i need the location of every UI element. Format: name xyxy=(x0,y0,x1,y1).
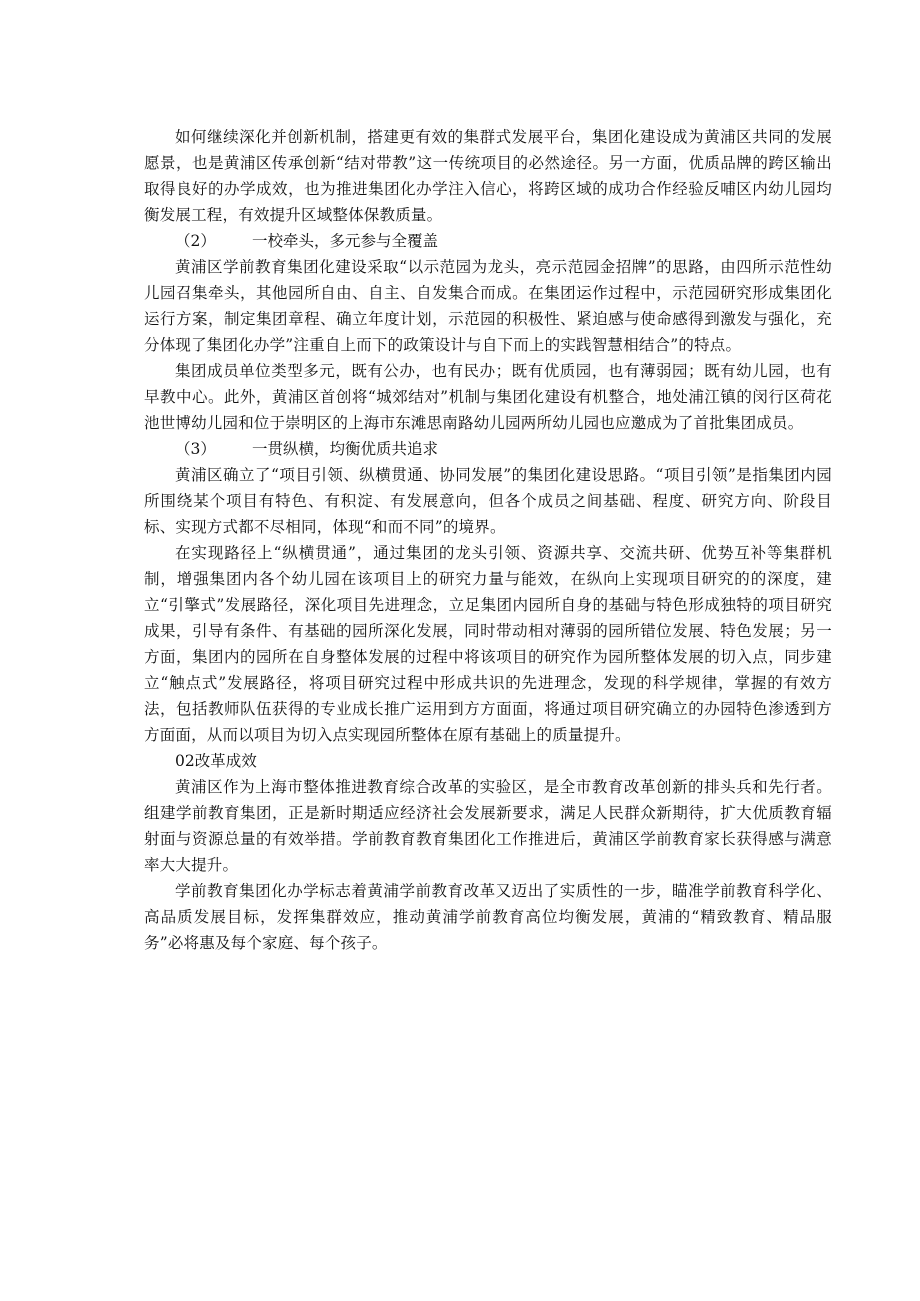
section-title-reform-results: 02改革成效 xyxy=(175,752,257,770)
heading-number: （2） xyxy=(175,232,216,250)
paragraph-model-leadership: 黄浦区学前教育集团化建设采取“以示范园为龙头，亮示范园金招牌”的思路，由四所示范性幼儿园召集牵头，其他园所自由、自主、自发集合而成。在集团运作过程中，示范园研究形成集团化运行方案，制定集团章程、确立年度计划，示范园的积极性、紧迫感与使命感得到激发与强化，充分体现了集团化办学”注重自上而下的政策设计与自下而上的实践智慧相结合”的特点。 xyxy=(144,258,832,354)
heading-one-school-leads xyxy=(144,228,832,254)
document-body xyxy=(144,124,832,956)
heading-number: （3） xyxy=(175,440,216,458)
paragraph-conclusion: 学前教育集团化办学标志着黄浦学前教育改革又迈出了实质性的一步，瞄准学前教育科学化、高品质发展目标，发挥集群效应，推动黄浦学前教育高位均衡发展，黄浦的“精致教育、精品服务”必将惠及每个家庭、每个孩子。 xyxy=(144,882,832,952)
paragraph-member-types: 集团成员单位类型多元，既有公办，也有民办；既有优质园，也有薄弱园；既有幼儿园，也有早教中心。此外，黄浦区首创将“城郊结对”机制与集团化建设有机整合，地处浦江镇的闵行区荷花池世博幼儿园和位于崇明区的上海市东滩思南路幼儿园两所幼儿园也应邀成为了首批集团成员。 xyxy=(144,362,832,432)
paragraph-project-leading: 黄浦区确立了“项目引领、纵横贯通、协同发展”的集团化建设思路。“项目引领”是指集团内园所围绕某个项目有特色、有积淀、有发展意向，但各个成员之间基础、程度、研究方向、阶段目标、实现方式都不尽相同，体现“和而不同”的境界。 xyxy=(144,466,832,536)
heading-vertical-horizontal xyxy=(144,436,832,462)
paragraph-pilot-zone: 黄浦区作为上海市整体推进教育综合改革的实验区，是全市教育改革创新的排头兵和先行者。组建学前教育集团，正是新时期适应经济社会发展新要求，满足人民群众新期待，扩大优质教育辐射面与资源总量的有效举措。学前教育教育集团化工作推进后，黄浦区学前教育家长获得感与满意率大大提升。 xyxy=(144,778,832,874)
heading-text: 一校牵头，多元参与全覆盖 xyxy=(252,232,439,250)
heading-text: 一贯纵横，均衡优质共追求 xyxy=(252,440,439,458)
paragraph-group-platform: 如何继续深化并创新机制，搭建更有效的集群式发展平台，集团化建设成为黄浦区共同的发展愿景，也是黄浦区传承创新“结对带教”这一传统项目的必然途径。另一方面，优质品牌的跨区输出取得良好的办学成效，也为推进集团化办学注入信心，将跨区域的成功合作经验反哺区内幼儿园均衡发展工程，有效提升区域整体保教质量。 xyxy=(144,128,832,224)
paragraph-implementation-path: 在实现路径上“纵横贯通”，通过集团的龙头引领、资源共享、交流共研、优势互补等集群机制，增强集团内各个幼儿园在该项目上的研究力量与能效，在纵向上实现项目研究的的深度，建立“引擎式”发展路径，深化项目先进理念，立足集团内园所自身的基础与特色形成独特的项目研究成果，引导有条件、有基础的园所深化发展，同时带动相对薄弱的园所错位发展、特色发展；另一方面，集团内的园所在自身整体发展的过程中将该项目的研究作为园所整体发展的切入点，同步建立“触点式”发展路径，将项目研究过程中形成共识的先进理念，发现的科学规律，掌握的有效方法，包括教师队伍获得的专业成长推广运用到方方面面，将通过项目研究确立的办园特色渗透到方方面面，从而以项目为切入点实现园所整体在原有基础上的质量提升。 xyxy=(144,544,832,744)
